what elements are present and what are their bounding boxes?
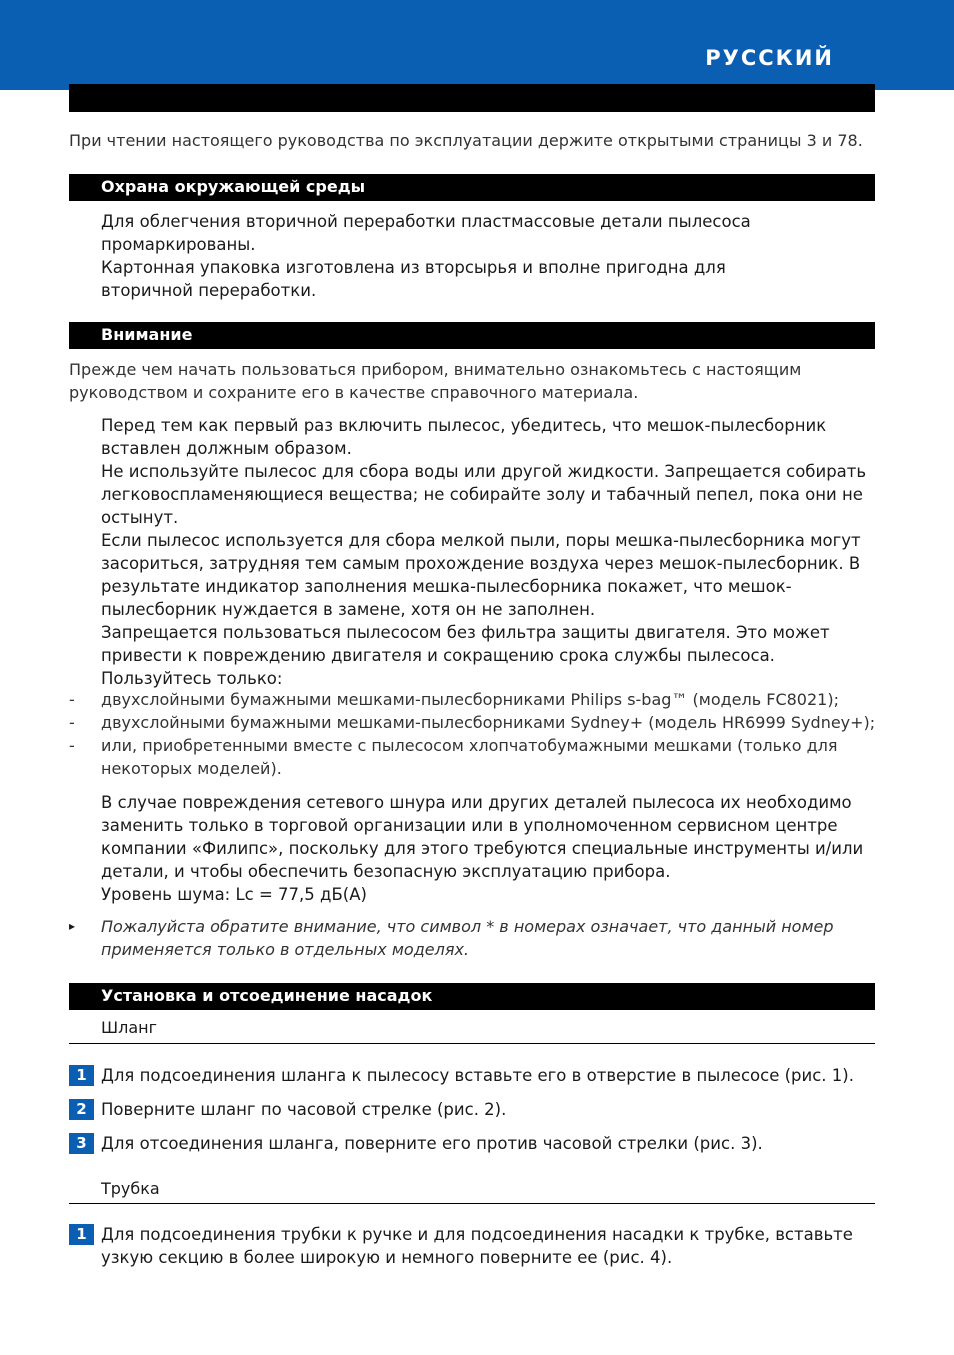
cord-paragraph bbox=[101, 791, 871, 906]
subsection-title-tube: Трубка bbox=[101, 1179, 160, 1198]
list-dash: - bbox=[69, 690, 75, 709]
section-heading-label: Установка и отсоединение насадок bbox=[101, 986, 433, 1005]
paragraph: Не используйте пылесос для сбора воды или другой жидкости. Запрещается собирать легковоспламеняющиеся вещества; не собирайте золу и табачный пепел, пока они не остынут. bbox=[101, 462, 867, 527]
step-number-badge: 1 bbox=[69, 1224, 94, 1245]
environment-paragraph bbox=[101, 210, 801, 302]
step-text: Поверните шланг по часовой стрелке (рис. 2). bbox=[101, 1100, 507, 1119]
section-heading-attention bbox=[69, 322, 875, 349]
header-band bbox=[0, 0, 954, 90]
paragraph: Картонная упаковка изготовлена из вторсырья и вполне пригодна для вторичной переработки. bbox=[101, 258, 726, 300]
list-dash: - bbox=[69, 713, 75, 732]
section-heading-install bbox=[69, 983, 875, 1010]
subsection-title-hose: Шланг bbox=[101, 1018, 158, 1037]
intro-text: При чтении настоящего руководства по эксплуатации держите открытыми страницы 3 и 78. bbox=[69, 131, 863, 150]
list-item: двухслойными бумажными мешками-пылесборниками Sydney+ (модель HR6999 Sydney+); bbox=[101, 713, 876, 732]
list-item: или, приобретенными вместе с пылесосом хлопчатобумажными мешками (только для некоторых моделей). bbox=[101, 736, 838, 778]
step-number-badge: 2 bbox=[69, 1099, 94, 1120]
paragraph: Пользуйтесь только: bbox=[101, 669, 283, 688]
section-heading-environment bbox=[69, 174, 875, 201]
step-number-badge: 1 bbox=[69, 1065, 94, 1086]
bullet-arrow-icon: ▸ bbox=[69, 919, 76, 933]
list-item: двухслойными бумажными мешками-пылесборниками Philips s-bag™ (модель FC8021); bbox=[101, 690, 839, 709]
divider bbox=[69, 1043, 875, 1044]
step-text: Для подсоединения шланга к пылесосу вставьте его в отверстие в пылесосе (рис. 1). bbox=[101, 1066, 854, 1085]
section-heading-label: Внимание bbox=[101, 325, 193, 344]
attention-paragraphs bbox=[101, 414, 871, 690]
step-text: Для подсоединения трубки к ручке и для подсоединения насадки к трубке, вставьте узкую секцию в более широкую и немного поверните ее (рис. 4). bbox=[101, 1225, 853, 1267]
paragraph: Запрещается пользоваться пылесосом без фильтра защиты двигателя. Это может привести к повреждению двигателя и сокращению срока службы пылесоса. bbox=[101, 623, 830, 665]
section-heading-label: Охрана окружающей среды bbox=[101, 177, 366, 196]
attention-intro: Прежде чем начать пользоваться прибором, внимательно ознакомьтесь с настоящим руководством и сохраните его в качестве справочного материала. bbox=[69, 360, 802, 402]
paragraph: В случае повреждения сетевого шнура или других деталей пылесоса их необходимо заменить только в торговой организации или в уполномоченном сервисном центре компании «Филипс», поскольку для этого требуются специальные инструменты и/или детали, и чтобы обеспечить безопасную эксплуатацию прибора. bbox=[101, 793, 864, 881]
step-number-badge: 3 bbox=[69, 1133, 94, 1154]
paragraph: Для облегчения вторичной переработки пластмассовые детали пылесоса промаркированы. bbox=[101, 212, 751, 254]
paragraph: Перед тем как первый раз включить пылесос, убедитесь, что мешок-пылесборник вставлен должным образом. bbox=[101, 416, 827, 458]
divider bbox=[69, 1203, 875, 1204]
step-text: Для отсоединения шланга, поверните его против часовой стрелки (рис. 3). bbox=[101, 1134, 763, 1153]
header-black-bar bbox=[69, 84, 875, 112]
paragraph: Если пылесос используется для сбора мелкой пыли, поры мешка-пылесборника могут засориться, затрудняя тем самым прохождение воздуха через мешок-пылесборник. В результате индикатор заполнения мешка-пылесборника покажет, что мешок-пылесборник нуждается в замене, хотя он не заполнен. bbox=[101, 531, 861, 619]
language-title: РУССКИЙ bbox=[705, 46, 834, 70]
noise-level: Уровень шума: Lc = 77,5 дБ(A) bbox=[101, 885, 367, 904]
list-dash: - bbox=[69, 736, 75, 755]
model-note: Пожалуйста обратите внимание, что символ * в номерах означает, что данный номер применяется только в отдельных моделях. bbox=[101, 917, 834, 959]
